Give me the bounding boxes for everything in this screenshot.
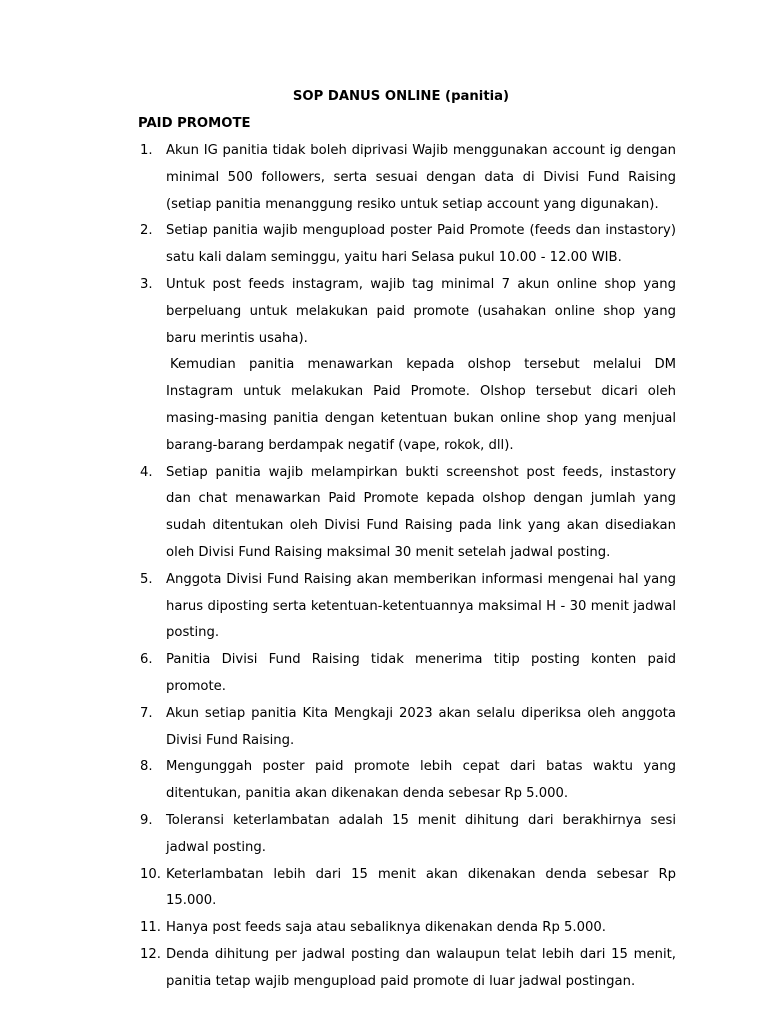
rule-item-4 xyxy=(0,460,768,567)
rule-number: 6. xyxy=(140,652,153,668)
rule-text: Toleransi keterlambatan adalah 15 menit dihitung dari berakhirnya sesi jadwal posting. xyxy=(166,812,676,855)
rule-item-1 xyxy=(0,138,768,218)
rule-number: 1. xyxy=(140,143,153,158)
rule-text: Anggota Divisi Fund Raising akan memberikan informasi mengenai hal yang harus diposting serta ketentuan-ketentuannya maksimal H - 30 menit jadwal posting. xyxy=(166,571,676,641)
rule-item-3 xyxy=(0,272,768,460)
rule-text: Akun IG panitia tidak boleh diprivasi Wajib menggunakan account ig dengan minimal 500 followers, serta sesuai dengan data di Divisi Fund Raising (setiap panitia menanggung resiko untuk setiap account yang digunakan). xyxy=(166,143,676,212)
section-heading-paid-promote: PAID PROMOTE xyxy=(138,116,251,131)
rule-item-7 xyxy=(0,701,768,755)
rule-text: Untuk post feeds instagram, wajib tag minimal 7 akun online shop yang berpeluang untuk melakukan paid promote (usahakan online shop yang baru merintis usaha). xyxy=(166,276,676,346)
rule-text: Panitia Divisi Fund Raising tidak menerima titip posting konten paid promote. xyxy=(166,652,676,694)
rule-number: 8. xyxy=(140,759,153,775)
rule-item-5 xyxy=(0,567,768,647)
rule-text: Setiap panitia wajib mengupload poster Paid Promote (feeds dan instastory) satu kali dalam seminggu, yaitu hari Selasa pukul 10.00 - 12.00 WIB. xyxy=(166,223,676,266)
rule-list xyxy=(0,138,768,996)
rule-number: 4. xyxy=(140,464,153,480)
rule-note: Kemudian panitia menawarkan kepada olshop tersebut melalui DM Instagram untuk melakukan Paid Promote. Olshop tersebut dicari oleh masing-masing panitia dengan ketentuan bukan online shop yang menjual barang-barang berdampak negatif (vape, rokok, dll). xyxy=(166,357,676,453)
rule-item-10 xyxy=(0,862,768,916)
rule-text: Hanya post feeds saja atau sebaliknya dikenakan denda Rp 5.000. xyxy=(166,920,606,936)
rule-text: Denda dihitung per jadwal posting dan walaupun telat lebih dari 15 menit, panitia tetap wajib mengupload paid promote di luar jadwal postingan. xyxy=(166,946,676,989)
rule-item-8 xyxy=(0,754,768,808)
rule-item-11 xyxy=(0,915,768,942)
rule-text: Keterlambatan lebih dari 15 menit akan dikenakan denda sebesar Rp 15.000. xyxy=(166,866,676,909)
rule-number: 2. xyxy=(140,223,153,239)
rule-number: 12. xyxy=(140,946,161,962)
rule-number: 9. xyxy=(140,812,153,828)
rule-text: Mengunggah poster paid promote lebih cepat dari batas waktu yang ditentukan, panitia akan dikenakan denda sebesar Rp 5.000. xyxy=(166,759,676,802)
rule-item-2 xyxy=(0,218,768,272)
rule-number: 3. xyxy=(140,276,153,292)
rule-number: 10. xyxy=(140,866,161,882)
rule-text: Akun setiap panitia Kita Mengkaji 2023 akan selalu diperiksa oleh anggota Divisi Fund Raising. xyxy=(166,705,676,748)
rule-number: 11. xyxy=(140,920,161,936)
rule-text: Setiap panitia wajib melampirkan bukti screenshot post feeds, instastory dan chat menawarkan Paid Promote kepada olshop dengan jumlah yang sudah ditentukan oleh Divisi Fund Raising pada link yang akan disediakan oleh Divisi Fund Raising maksimal 30 menit setelah jadwal posting. xyxy=(166,464,676,560)
rule-number: 7. xyxy=(140,705,153,721)
document-title: SOP DANUS ONLINE (panitia) xyxy=(292,89,510,104)
rule-item-9 xyxy=(0,808,768,862)
rule-number: 5. xyxy=(140,571,153,587)
rule-item-6 xyxy=(0,647,768,701)
rule-item-12 xyxy=(0,942,768,996)
